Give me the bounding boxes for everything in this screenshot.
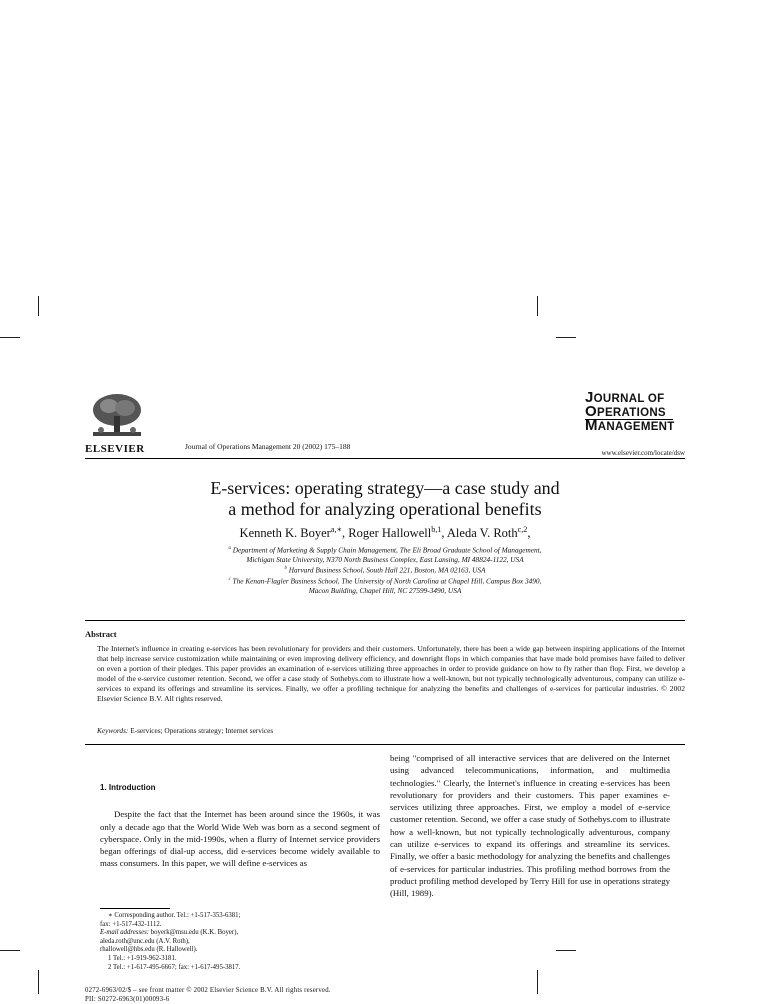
journal-title-line (585, 402, 685, 420)
issn-line: 0272-6963/02/$ – see front matter © 2002 Elsevier Science B.V. All rights reserved. (85, 987, 331, 994)
body-column-right (390, 752, 670, 900)
affiliation (85, 564, 685, 575)
journal-header (85, 389, 685, 457)
author-name: Kenneth K. Boyer (239, 526, 331, 541)
journal-url[interactable]: www.elsevier.com/locate/dsw (601, 449, 685, 457)
journal-title-rest: PERATIONS (596, 406, 666, 419)
journal-title-logo (585, 389, 685, 434)
crop-mark (38, 970, 39, 994)
journal-reference: Journal of Operations Management 20 (2002) 175–188 (185, 442, 351, 451)
keywords-label: Keywords: (97, 726, 129, 735)
affil-line: Michigan State University, N370 North Business Complex, East Lansing, MI 48824-1122, USA (246, 554, 524, 564)
footnote: 2 Tel.: +1-617-495-6667; fax: +1-617-495-3817. (108, 963, 241, 971)
affil-line: Harvard Business School, South Hall 221, Boston, MA 02163, USA (288, 565, 486, 575)
crop-mark (556, 950, 576, 951)
footnote[interactable]: rhallowell@hbs.edu (R. Hallowell). (100, 946, 198, 954)
pii-line: PII: S0272-6963(01)00093-6 (85, 996, 170, 1003)
affil-mark: a (228, 546, 231, 551)
journal-title-cap: O (585, 402, 597, 420)
journal-title-rest: OURNAL OF (593, 393, 665, 405)
abstract-top-rule (85, 620, 685, 621)
journal-title-cap: M (585, 417, 598, 434)
crop-mark (537, 970, 538, 994)
affil-line: Department of Marketing & Supply Chain Management, The Eli Broad Graduate School of Management, (232, 545, 542, 555)
title-line: E-services: operating strategy—a case study and (210, 478, 560, 498)
footnote: fax: +1-517-432-1112. (100, 920, 162, 928)
section-heading: 1. Introduction (100, 783, 156, 792)
abstract-text: The Internet's influence in creating e-services has been revolutionary for providers and their customers. Unfortunately, there has been a wide gap between inspiring applications of the Internet that help increase service customization while maintaining or even improving delivery efficiency, and downright flops in which companies that have made bold promises have failed to deliver on even a portion of their pledges. This paper provides an examination of e-services utilizing three approaches in order to provide guidance on how to fly rather than flop. First, we develop a model of the e-service customer retention. Second, we offer a case study of Sothebys.com to illustrate how a well-known, but not typically technologically adventurous, company can utilize e-services to expand its offerings and streamline its services. Finally, we offer a profiling technique for analyzing the benefits and challenges of e-services for particular industries. © 2002 Elsevier Science B.V. All rights reserved. (97, 644, 685, 704)
journal-title-cap: J (585, 389, 594, 406)
keywords-list: E-services; Operations strategy; Internet services (130, 726, 274, 735)
footnote[interactable]: aleda.roth@unc.edu (A.V. Roth), (100, 937, 190, 945)
title-line: a method for analyzing operational benefits (228, 499, 542, 519)
elsevier-logo (85, 392, 150, 454)
crop-mark (0, 337, 20, 338)
affiliation (85, 575, 685, 595)
copyright-block (85, 986, 331, 1004)
body-paragraph: being "comprised of all interactive services that are delivered on the Internet using advanced telecommunications, information, and multimedia technologies." Clearly, the Internet's influence in creating e-services has been revolutionary for providers and their customers. This paper examines e-services utilizing three approaches. First, we employ a model of e-service customer retention. Second, we offer a case study of Sothebys.com to illustrate how a well-known, but not typically technologically adventurous, company can utilize e-services to expand its offerings and streamline its services. Finally, we offer a basic methodology for analyzing the benefits and challenges of e-services for particular industries. This profiling method borrows from the product profiling method developed by Terry Hill for use in operations strategy (Hill, 1989). (390, 753, 670, 899)
body-paragraph: Despite the fact that the Internet has been around since the 1960s, it was only a decade ago that the World Wide Web was born as a second segment of cyberspace. Only in the mid-1990s, when a flurry of Internet service providers began offerings of dial-up access, did e-services become widely available to mass consumers. In this paper, we will define e-services as (100, 809, 380, 869)
crop-mark (556, 337, 576, 338)
journal-title-line (585, 419, 673, 434)
affil-mark: b (284, 566, 287, 572)
footnote-rule (100, 908, 170, 909)
email-label: E-mail addresses: (100, 929, 150, 937)
abstract-heading: Abstract (85, 629, 117, 639)
footnote: ∗ Corresponding author. Tel.: +1-517-353-6381; (108, 912, 241, 919)
email-link[interactable]: boyerk@msu.edu (K.K. Boyer), (150, 929, 239, 937)
footnote: 1 Tel.: +1-919-962-3181. (108, 954, 177, 962)
crop-mark (38, 296, 39, 316)
author-name: Roger Hallowell (348, 526, 432, 541)
affil-mark: c (228, 577, 231, 583)
article-title (85, 478, 685, 520)
footnote (100, 929, 380, 938)
body-column-left (100, 754, 380, 870)
affiliation (85, 544, 685, 564)
crop-mark (537, 296, 538, 316)
footnotes (100, 912, 380, 972)
journal-title-line (585, 389, 685, 406)
header-rule (85, 458, 685, 459)
affiliations (85, 544, 685, 596)
keywords (97, 726, 273, 735)
publisher-name: ELSEVIER (85, 443, 145, 455)
crop-mark (0, 950, 20, 951)
affil-line: Macon Building, Chapel Hill, NC 27599-3490, USA (308, 586, 462, 596)
author-name: Aleda V. Roth (446, 526, 518, 541)
elsevier-tree-icon (89, 392, 145, 438)
author-affil-mark: a,∗ (330, 525, 342, 534)
journal-title-rest: ANAGEMENT (597, 421, 675, 433)
author-affil-mark: c,2 (517, 525, 528, 534)
abstract-bottom-rule (85, 744, 685, 745)
affil-line: The Kenan-Flagler Business School, The University of North Carolina at Chapel Hill, Campus Box 3490, (232, 576, 542, 586)
author-list: Kenneth K. Boyer$^{a,∗}$, Roger Hallowell$^{b,1}$, Aleda V. Roth$^{c,2}$, (239, 525, 531, 541)
author-affil-mark: b,1 (431, 525, 442, 534)
